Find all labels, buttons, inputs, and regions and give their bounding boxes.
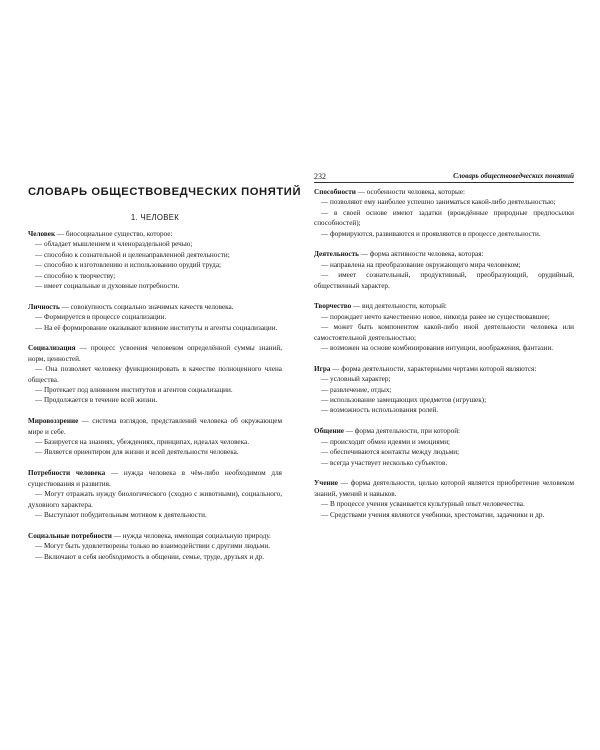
entry-term: Способности <box>314 188 356 196</box>
entry-definition <box>28 343 282 364</box>
entry-term: Творчество <box>314 302 352 311</box>
right-page <box>314 0 574 750</box>
entry-definition-text: — форма деятельности, характерными чертами которой являются: <box>330 364 537 373</box>
dictionary-entry <box>314 364 574 416</box>
entry-definition-text: — нужда человека в чём-либо необходимом для существования и развития. <box>28 469 282 488</box>
dictionary-entry <box>314 301 574 353</box>
entry-definition <box>314 249 574 259</box>
entry-point: — Выступают побудительным мотивом к деятельности. <box>35 510 207 519</box>
dictionary-entry <box>28 416 282 458</box>
entry-point: — возможен на основе комбинирования интуиции, воображения, фантазии. <box>321 344 554 353</box>
entry-point: — На её формирование оказывают влияние институты и агенты социализации. <box>35 323 278 332</box>
entry-point: — всегда участвует несколько субъектов. <box>321 458 448 467</box>
dictionary-entry <box>314 187 574 239</box>
entry-definition <box>314 364 574 374</box>
entry-point: — обеспечиваются контакты между людьми; <box>321 448 460 457</box>
dictionary-entry <box>314 249 574 291</box>
entry-term: Учение <box>314 479 338 488</box>
entry-definition-text: — особенности человека, которые: <box>355 188 466 196</box>
dictionary-entry <box>28 229 282 291</box>
entry-point: — в своей основе имеют задатки (врождённые природные предпосылки способностей); <box>314 208 574 228</box>
dictionary-entry <box>28 302 282 333</box>
entry-definition-text: — форма деятельности, целью которой является приобретение человеком знаний, умений и навыков. <box>314 479 574 498</box>
entry-term: Игра <box>314 364 331 373</box>
entry-point: — происходит обмен идеями и эмоциями; <box>321 437 451 446</box>
entry-definition <box>28 302 282 312</box>
entry-definition-text: — совокупность социально значимых качеств человека. <box>59 302 234 311</box>
entry-point: — Является ориентиром для жизни и всей деятельности человека. <box>35 448 239 457</box>
entry-term: Мировоззрение <box>28 417 79 426</box>
dictionary-entry <box>28 531 282 562</box>
dictionary-entry <box>28 468 282 520</box>
entry-definition-text: — форма активности человека, которая: <box>358 250 484 259</box>
entry-definition-text: — биосоциальное существо, которое: <box>55 230 173 238</box>
entry-term: Общение <box>314 427 344 436</box>
entry-term: Потребности человека <box>28 469 106 478</box>
section-heading: 1. ЧЕЛОВЕК <box>130 213 180 222</box>
entry-term: Деятельность <box>314 250 359 259</box>
entry-definition <box>28 416 282 437</box>
entry-definition-text: — форма деятельности, при которой: <box>343 427 461 436</box>
entry-point: — способно к творчеству; <box>35 271 116 280</box>
entry-point: — использование замещающих предметов (игрушек); <box>321 396 487 405</box>
entry-point: — формируются, развиваются и проявляются в процессе деятельности. <box>321 229 541 238</box>
entry-definition <box>28 531 282 541</box>
entry-point: — способно к сознательной и целенаправленной деятельности; <box>35 250 230 259</box>
dictionary-entry <box>28 343 282 405</box>
entry-point: — имеет сознательный, продуктивный, преобразующий, орудийный, общественный характер. <box>314 271 574 290</box>
entry-point: — возможность использования ролей. <box>321 406 439 415</box>
entry-point: — Базируется на знаниях, убеждениях, принципах, идеалах человека. <box>35 438 249 447</box>
entry-point: — Протекает под влиянием институтов и агентов социализации. <box>35 386 233 395</box>
entry-point: — Формируется в процессе социализации. <box>35 313 167 322</box>
right-column <box>314 187 574 530</box>
entry-point: — порождает нечто качественно новое, никогда ранее не существовавшее; <box>321 312 550 321</box>
entry-definition <box>314 187 574 197</box>
entry-definition <box>314 426 574 436</box>
dictionary-title: СЛОВАРЬ ОБЩЕСТВОВЕДЧЕСКИХ ПОНЯТИЙ <box>28 186 302 198</box>
entry-term: Человек <box>28 230 56 238</box>
entry-point: — Средствами учения являются учебники, хрестоматии, задачники и др. <box>321 510 545 519</box>
running-title: Словарь обществоведческих понятий <box>453 172 574 180</box>
entry-point: — может быть компонентом какой-либо иной деятельности человека или самостоятельной деятельностью; <box>314 323 574 342</box>
dictionary-entry <box>314 426 574 468</box>
entry-point: — имеет социальные и духовные потребности. <box>35 282 180 291</box>
entry-point: — Она позволяет человеку функционировать в качестве полноценного члена общества. <box>28 365 282 384</box>
entry-point: — Включают в себя необходимость в общении, семье, труде, друзьях и др. <box>35 552 265 561</box>
entry-point: — Продолжается в течение всей жизни. <box>35 396 158 405</box>
entry-definition-text: — нужда человека, имеющая социальную природу. <box>111 531 271 540</box>
entry-definition <box>314 301 574 311</box>
page-number: 232 <box>314 172 326 181</box>
entry-point: — позволяют ему наиболее успешно заниматься какой-либо деятельностью; <box>321 198 556 207</box>
entry-point: — развлечение, отдых; <box>321 385 392 394</box>
entry-point: — направлена на преобразование окружающего мира человеком; <box>321 260 521 269</box>
entry-definition-text: — система взглядов, представлений человека об окружающем мире и себе. <box>28 417 282 436</box>
entry-point: — способно к изготовлению и использованию орудий труда; <box>35 261 222 270</box>
entry-definition <box>28 229 282 239</box>
dictionary-entry <box>314 478 574 520</box>
entry-term: Личность <box>28 302 60 311</box>
entry-point: — В процессе учения усваивается культурный опыт человечества. <box>321 500 525 509</box>
entry-definition <box>28 468 282 489</box>
entry-term: Социальные потребности <box>28 531 112 540</box>
entry-definition <box>314 478 574 499</box>
entry-point: — обладает мышлением и членораздельной речью; <box>35 240 193 249</box>
entry-definition-text: — вид деятельности, который: <box>351 302 447 311</box>
left-column <box>28 229 282 572</box>
entry-point: — Могут быть удовлетворены только во взаимодействии с другими людьми. <box>35 542 270 551</box>
left-page <box>28 0 302 750</box>
running-header <box>314 172 574 183</box>
entry-term: Социализация <box>28 344 76 353</box>
entry-definition-text: — процесс усвоения человеком определённой суммы знаний, норм, ценностей. <box>28 344 282 363</box>
entry-point: — условный характер; <box>321 375 391 384</box>
entry-point: — Могут отражать нужду биологического (сходно с животными), социального, духовного характера. <box>28 490 282 509</box>
